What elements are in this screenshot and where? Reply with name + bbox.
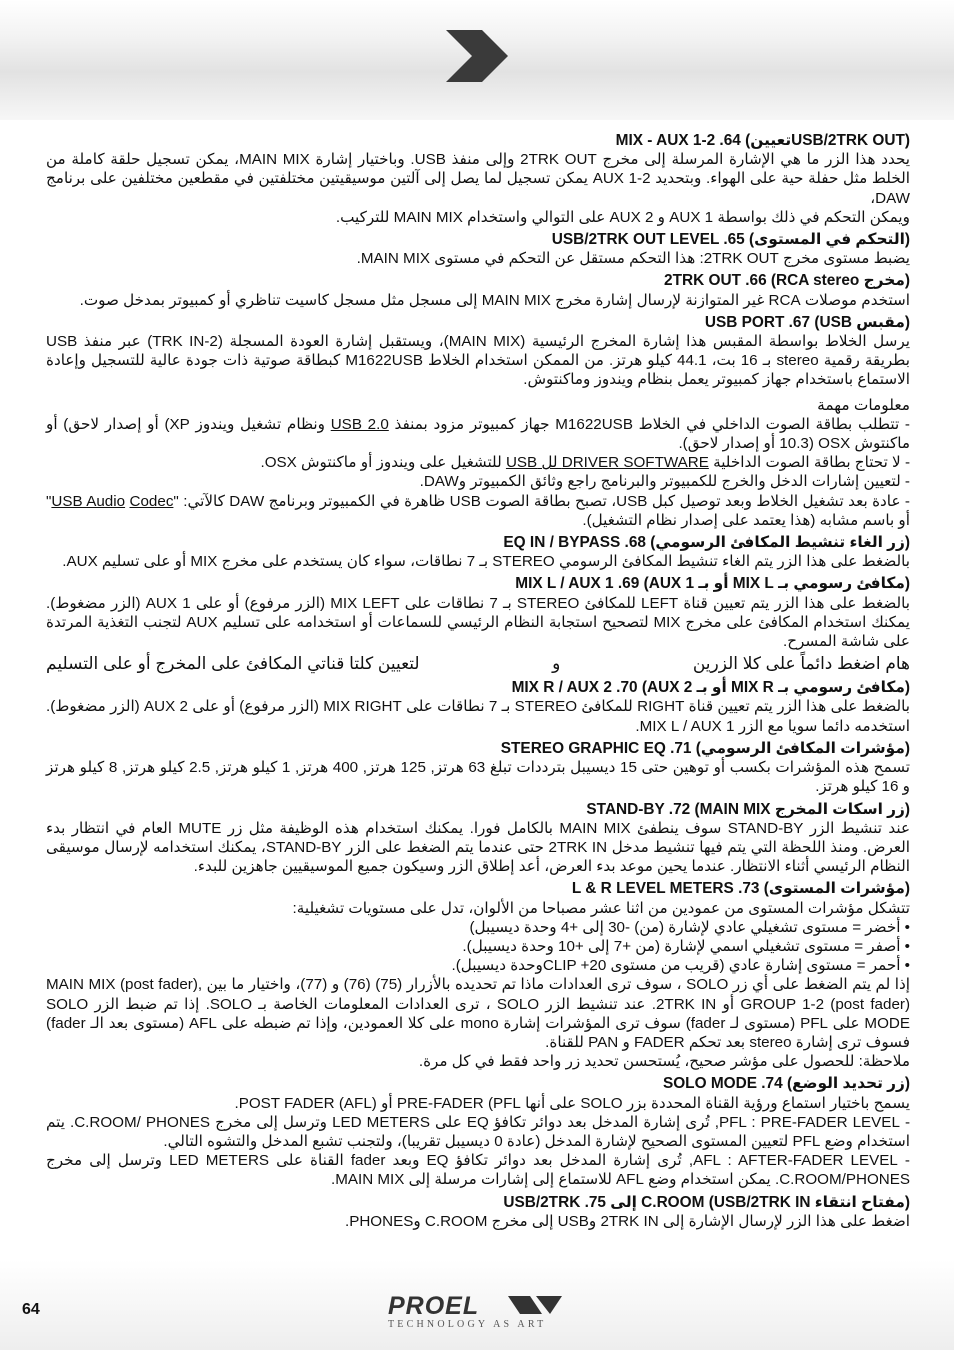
proel-logo (388, 1292, 568, 1334)
section-paragraph: يضبط مستوى مخرج 2TRK OUT: هذا التحكم مستقل عن التحكم في مستوى MAIN MIX. (356, 250, 910, 268)
chevron-right-icon (442, 26, 512, 86)
logo-word: PROEL (388, 1292, 480, 1320)
section-title: (مؤشرات المكافئ الرسومي) STEREO GRAPHIC EQ .71 (500, 739, 910, 757)
document-body (46, 128, 910, 1231)
section (46, 1193, 910, 1231)
section (46, 131, 910, 227)
hint-right: لتعيين كلتا قناتي المكافئ على المخرج أو على التسليم (46, 654, 420, 674)
important-hint (46, 653, 910, 675)
section-paragraph: بالضغط على هذا الزر يتم الغاء تنشيط المكافئ الرسومي STEREO بـ 7 نطاقات، سواء كان يستخدم على مخرج MIX أو على تسليم AUX. (62, 553, 910, 571)
logo-mark-icon (508, 1294, 564, 1318)
note-item (46, 415, 910, 453)
note-text: - تتطلب بطاقة الصوت الداخلي في الخلاط M1622USB جهاز كمبيوتر مزود بمنفذ (388, 415, 910, 433)
section-paragraph: إذا لم يتم الضغط على أي زر SOLO ، سوف ترى العدادات ماذا تم تحديده بالأزرار (75) (76) و (77)، واختيار ما بين MAIN MIX (post fader), GROUP 1-2 (post fader) أو 2TRK IN. عند تنشيط الزر SOLO ، ترى العدادات المعلومات الخاصة بـ SOLO. إذا تم ضبط الزر SOLO MODE على PFL (مستوى لـ fader) سوف ترى المؤشرات إشارة mono على كلا العمودين، وإذا تم ضبطه على AFL (مستوى بعد الـ fader) فسوف ترى إشارة stereo بعد تحكم FADER و PAN للقناة. (46, 976, 911, 1051)
section-paragraph: يحدد هذا الزر ما هي الإشارة المرسلة إلى مخرج 2TRK OUT وإلى منفذ USB. وباختيار إشارة MAIN MIX، يمكن تسجيل حلقة كاملة من الخلط مثل حفلة حية على الهواء. وبتحديد AUX 1-2 يمكن تسجيل لما يصل إلى آلتين موسيقيتين مختلفتين في مقطعين مختلفين على برنامج DAW، (46, 151, 910, 207)
section-paragraph: - AFL : AFTER-FADER LEVEL, تُرى إشارة المدخل بعد دوائر تكافؤ EQ وبعد fader القناة على LED METERS وترسل إلى مخرج C.ROOM/PHONES. يمكن استخدام وضع AFL للاستماع إلى إشارات مرسلة إلى MAIN MIX. (46, 1152, 910, 1189)
section-title: (مؤشرات المستوى) L & R LEVEL METERS .73 (571, 880, 910, 898)
section-paragraph: يسمح باختيار استماع ورؤية القناة المحددة بزر SOLO على أنها PRE-FADER (PFL أو (POST FADER (AFL. (234, 1094, 910, 1112)
section-title: (زر الغاء تنشيط المكافئ الرسومي) EQ IN / BYPASS .68 (503, 534, 910, 552)
hint-middle: و (552, 654, 561, 674)
section-paragraph: • أخضر = مستوى تشغيلي عادي لإشارة (من) -30 إلى +4 وحدة ديسيبل) (469, 918, 910, 936)
note-link[interactable]: USB Audio (51, 492, 126, 510)
note-link[interactable]: DRIVER SOFTWARE لل USB (505, 454, 709, 472)
section (46, 800, 910, 877)
section (46, 533, 910, 571)
section-paragraph: تتشكل مؤشرات المستوى من عمودين من اثنا عشر مصباحا من الألوان، تدل على مستويات تشغيلية: (292, 899, 910, 917)
section-title: (مفتاح انتقاء USB/2TRK IN) C.ROOM إلى USB/2TRK .75 (503, 1193, 910, 1211)
section (46, 271, 910, 309)
note-item (46, 453, 910, 472)
page-number: 64 (22, 1301, 40, 1318)
section-paragraph: يرسل الخلاط بواسطة المقبس هذا إشارة المخرج الرئيسية (MAIN MIX)، ويستقبل إشارة العودة المسجلة (2-TRK IN) عبر منفذ USB بطريقة رقمية stereo بـ 16 بت، 44.1 كيلو هرتز. من الممكن استخدام الخلاط M1622USB كبطاقة صوتية ذات جودة عالية للتسجيل وإعادة الاستماع باستخدام جهاز كمبيوتر يعمل بنظام ويندوز وماكنتوش. (46, 333, 910, 389)
section (46, 574, 910, 651)
section-title: (مكافئ رسومي بـ MIX L أو بـ AUX 1) MIX L / AUX 1 .69 (515, 575, 910, 593)
section-paragraph: • أصفر = مستوى تشغيلي اسمي لإشارة (من +7 إلى +10 وحدة ديسيبل). (462, 937, 910, 955)
section-paragraph: • أحمر = مستوى إشارة عادي (قريب من مستوى CLIP +20وحدة ديسيبل). (451, 957, 910, 975)
note-text: - لتعيين إشارات الدخل والخرج للكمبيوتر والبرنامج راجع وثائق الكمبيوتر وDAW. (419, 473, 910, 491)
note-text: ونظام تشغيل ويندوز XP) أو إصدار لاحق) أو ماكنتوش OSX (10.3 أو إصدار لاحق). (46, 415, 910, 453)
note-link[interactable]: Codec (129, 492, 174, 510)
section-title: (زر تحديد الوضع) SOLO MODE .74 (662, 1075, 910, 1093)
section-paragraph: اضغط على هذا الزر لإرسال الإشارة إلى 2TRK IN وUSB إلى مخرج C.ROOM وPHONES. (344, 1212, 910, 1230)
section-title: (مخرج RCA stereo) 2TRK OUT .66 (664, 272, 910, 290)
note-text: " أو باسم مشابه (هذا يعتمد على إصدار نظام التشغيل). (46, 492, 910, 529)
note-text: للتشغيل على ويندوز أو ماكنتوش OSX. (260, 454, 506, 472)
note-text: - عادة بعد تشغيل الخلاط وبعد توصيل كبل USB، تصبح بطاقة الصوت USB ظاهرة في الكمبيوتر وبرنامج DAW كالآتي: " (173, 492, 910, 510)
section-paragraph: - PFL : PRE-FADER LEVEL, تُرى إشارة المدخل بعد دوائر تكافؤ EQ على LED METERS وترسل إلى مخرج C.ROOM/ PHONES. يتم استخدام وضع PFL لتعيين المستوى الصحيح لإشارة المدخل (عادة 0 ديسيبل تقريبا)، ولتجنب تشبع المدخل والتشوه التالي. (46, 1113, 911, 1150)
note-item (46, 472, 910, 491)
section-title: (USB/2TRK OUTتعيين) MIX - AUX 1-2 .64 (615, 132, 910, 149)
section-paragraph: استخدم موصلات RCA غير المتوازنة لإرسال إشارة مخرج MAIN MIX إلى مسجل مثل مسجل كاسيت تناظري أو كمبيوتر بمدخل صوت. (79, 291, 910, 309)
note-text: - لا تحتاج بطاقة الصوت الداخلية (708, 454, 910, 472)
section-paragraph: عند تنشيط الزر STAND-BY سوف ينطفئ MAIN MIX بالكامل فورا. يمكنك استخدام هذه الوظيفة مثل زر MUTE العام في انتظار بدء العرض. ومنذ اللحظة التي يتم فيها تنشيط مدخل 2TRK IN حتى عندما يتم الضغط على الزر STAND-BY، يمكنك استخدامه لإرسال موسيقى النظام الرئيسي أثناء الانتظار. عندما يحين موعد بدء العرض، أعد إطلاق الزر وسيكون جميع الموسيقيين جاهزين للبدء. (46, 819, 911, 876)
logo-tagline: TECHNOLOGY AS ART (388, 1319, 547, 1330)
section-title: (مقبس USB) USB PORT .67 (704, 313, 910, 331)
hint-left: هام اضغط دائماً على كلا الزرين (692, 654, 910, 674)
section (46, 313, 910, 390)
section-title: (مكافئ رسومي بـ MIX R أو بـ AUX 2) MIX R / AUX 2 .70 (511, 679, 910, 697)
section-paragraph: بالضغط على هذا الزر يتم تعيين قناة RIGHT للمكافئ STEREO بـ 7 نطاقات على MIX RIGHT (الزر مرفوع) أو على AUX 2 (الزر مضغوط). استخدمه دائما سويا مع الزر MIX L / AUX 1. (46, 698, 911, 735)
section-paragraph: تسمح هذه المؤشرات بكسب أو توهين حتى 15 ديسيبل بترددات تبلغ 63 هرتز, 125 هرتز, 400 هرتز, 1 كيلو هرتز, 2.5 كيلو هرتز, 8 كيلو هرتز و 16 كيلو هرتز. (46, 759, 911, 796)
section-paragraph: ملاحظة: للحصول على مؤشر صحيح، يُستحسن تحديد زر واحد فقط في كل مرة. (418, 1053, 910, 1071)
note-link[interactable]: USB 2.0 (330, 415, 389, 433)
section (46, 230, 910, 268)
section (46, 678, 910, 736)
section-paragraph: ويمكن التحكم في ذلك بواسطة AUX 1 و AUX 2 على التوالي واستخدام MAIN MIX للتركيب. (335, 208, 910, 226)
section-paragraph: بالضغط على هذا الزر يتم تعيين قناة LEFT للمكافئ STEREO بـ 7 نطاقات على MIX LEFT (الزر مرفوع) أو على AUX 1 (الزر مضغوط). يمكنك استخدام المكافئ على مخرج MIX لتصحيح استجابة النظام الرئيسي للسماعات أو استخدامه على تسليم AUX لتجنب التغذية المرتدة على شاشة المسرح. (46, 594, 910, 651)
notes-title: معلومات مهمة (817, 396, 910, 414)
section-title: (زر اسكات المخرج MAIN MIX) STAND-BY .72 (586, 800, 910, 818)
section (46, 1074, 910, 1189)
section (46, 879, 910, 1071)
note-item (46, 492, 910, 530)
section-title: (التحكم في المستوى) USB/2TRK OUT LEVEL .65 (551, 231, 910, 249)
section (46, 739, 910, 797)
